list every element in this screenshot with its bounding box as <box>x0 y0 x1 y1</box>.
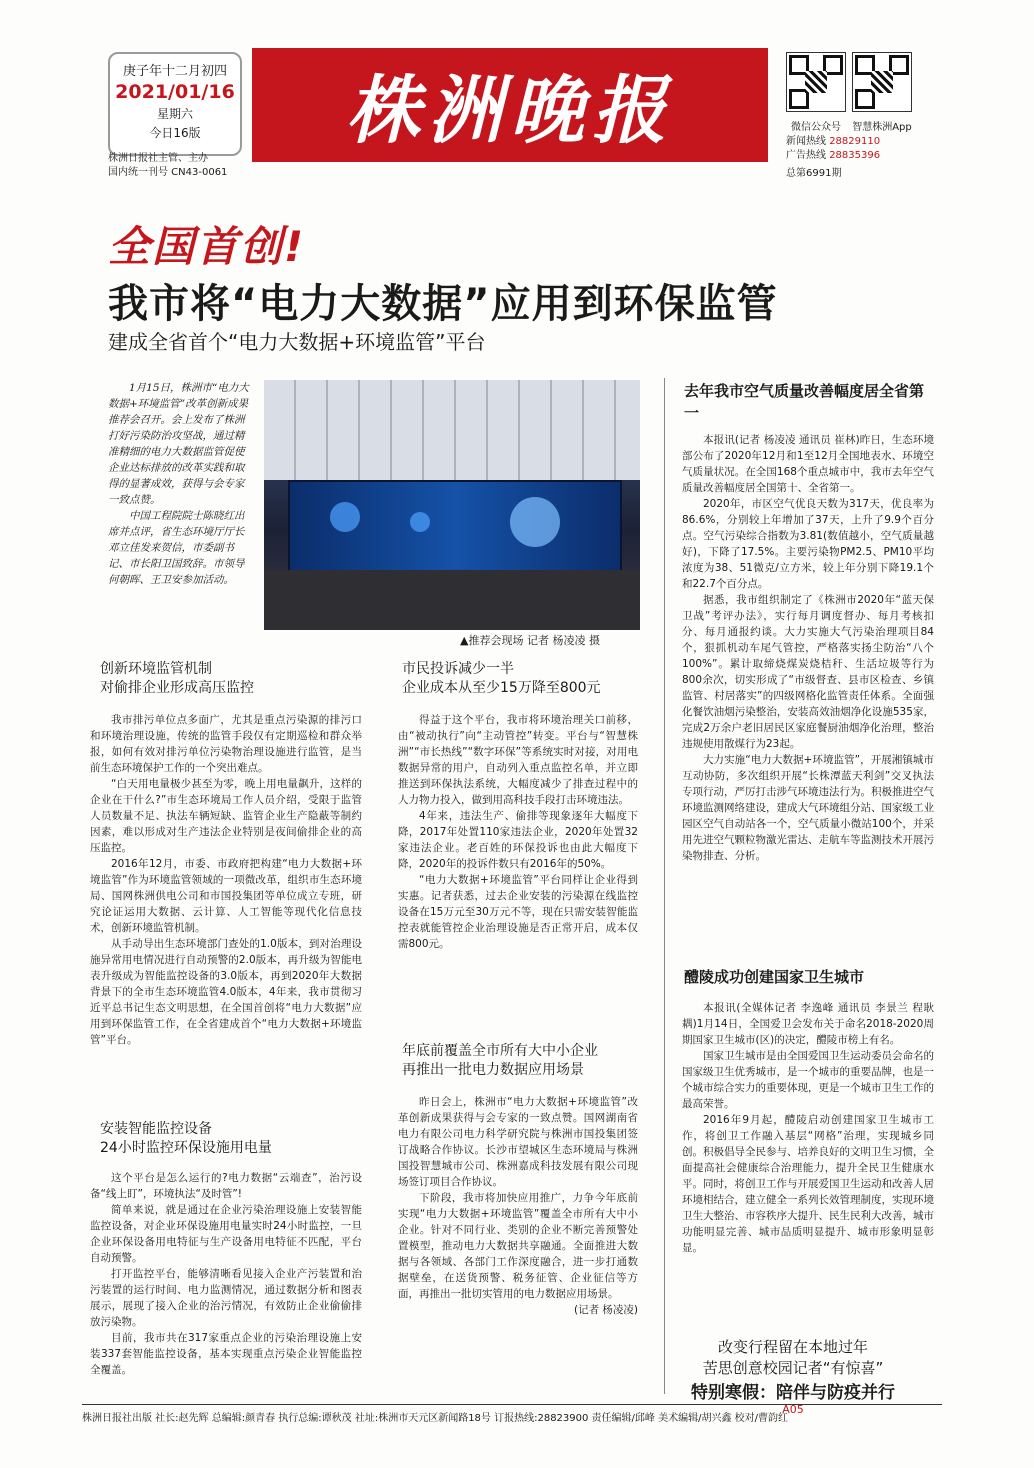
promo-page: A05 <box>782 1403 804 1416</box>
s2-paragraph: 打开监控平台，能够清晰看见接入企业产污装置和治污装置的运行时间、电力监测情况，通过数据分析和图表展示，展现了接入企业的治污情况，有效防止企业偷偷排放污染物。 <box>90 1268 362 1328</box>
qr-code-icon <box>852 52 912 112</box>
qr-code-icon <box>786 52 846 112</box>
publisher: 株洲日报社主管、主办 <box>108 153 208 164</box>
side-a2-title: 醴陵成功创建国家卫生城市 <box>684 968 865 986</box>
a2-paragraph: 国家卫生城市是由全国爱国卫生运动委员会命名的国家级卫生优秀城市，是一个城市的重要品牌，也是一个城市综合实力的重要体现，更是一个城市卫生工作的最高荣誉。 <box>682 1050 934 1110</box>
issue-date: 2021/01/16 <box>115 81 235 103</box>
s2-paragraph: 简单来说，就是通过在企业污染治理设施上安装智能监控设备，对企业环保设施用电量实时24小时监控，一旦企业环保设备用电特征与生产设备用电特征不匹配，平台自动预警。 <box>90 1204 362 1264</box>
s4-body <box>398 1094 638 1318</box>
a1-paragraph: 据悉，我市组织制定了《株洲市2020年“蓝天保卫战”考评办法》，实行每月调度督办、每月考核扣分、每月通报约谈。大力实施大气污染治理项目84个，狠抓机动车尾气管控，严格落实扬尘防治“八个100%”。累计取缔烧煤炭烧桔秆、生活垃圾等行为800余次，切实形成了“市级督查、县市区检查、乡镇监管、村居落实”的四级网格化监管责任体系。全面强化餐饮油烟污染整治，安装高效油烟净化设施535家，完成2万余户老旧居民区家庭餐厨油烟净化治理，整治违规使用散煤行为23起。 <box>682 594 934 750</box>
news-hotline: 28829110 <box>829 136 881 147</box>
a1-paragraph: 2020年，市区空气优良天数为317天，优良率为86.6%，分别较上年增加了37天，上升了9.9个百分点。空气污染综合指数为3.81(数值越小，空气质量越好)，下降了17.5%。主要污染物PM2.5、PM10平均浓度为38、51微克/立方米，较上年分别下降19.1个和22.7个百分点。 <box>682 498 934 590</box>
cn-number: 国内统一刊号 CN43-0061 <box>108 167 228 178</box>
photo-floor <box>264 570 640 630</box>
photo-ceiling <box>264 380 640 480</box>
lead-subhead: 建成全省首个“电力大数据+环境监管”平台 <box>108 330 486 354</box>
issue-number: 总第6991期 <box>786 168 842 179</box>
s1-paragraph: 2016年12月，市委、市政府把构建“电力大数据+环境监管”作为环境监管领域的一项微改革，组织市生态环境局、国网株洲供电公司和市国投集团等单位成立专班，研究论证运用大数据、云计算、人工智能等现代化信息技术，创新环境监管机制。 <box>90 858 362 934</box>
s1-paragraph: 从手动导出生态环境部门查处的1.0版本，到对治理设施异常用电情况进行自动预警的2.0版本，再升级为智能电表升级成为智能监控设备的3.0版本，再到2020年大数据背景下的全市生态环境监管4.0版本，4年来，我市贯彻习近平总书记生态文明思想，在全国首创将“电力大数据”应用到环保监管工作，在全省建成首个“电力大数据+环境监管”平台。 <box>90 938 362 1046</box>
s3-title <box>402 660 601 698</box>
s2-paragraph: 这个平台是怎么运行的?电力数据“云端查”，治污设备“线上盯”，环境执法“及时管”! <box>90 1172 362 1200</box>
s4-title-line1: 年底前覆盖全市所有大中小企业 <box>402 1043 598 1059</box>
lunar-date: 庚子年十二月初四 <box>122 64 227 79</box>
s2-title-line1: 安装智能监控设备 <box>100 1121 212 1137</box>
lead-headline: 我市将“电力大数据”应用到环保监管 <box>108 281 778 327</box>
promo-line1: 改变行程留在本地过年 <box>717 1338 868 1356</box>
s4-title <box>402 1042 598 1080</box>
s1-title <box>100 660 254 698</box>
byline: (记者 杨凌凌) <box>573 1304 638 1316</box>
date-box <box>108 52 242 156</box>
side-a2-body <box>682 1000 934 1256</box>
ad-hotline-label: 广告热线 <box>786 150 826 161</box>
s3-title-line1: 市民投诉减少一半 <box>402 661 514 677</box>
s4-paragraph: 下阶段，我市将加快应用推广，力争今年底前实现“电力大数据+环境监管”覆盖全市所有大中小企业。针对不同行业、类别的企业不断完善预警处置模型，推动电力大数据共享融通。全面推进大数据与各领域、各部门工作深度融合，进一步打通数据壁垒，在送货预警、税务征管、企业征信等方面，再推出一批切实管用的电力数据应用场景。 <box>398 1192 638 1300</box>
qr-app[interactable] <box>852 52 912 133</box>
promo-line3: 特别寒假：陪伴与防疫并行 <box>691 1383 895 1403</box>
weekday: 星期六 <box>156 107 193 121</box>
a2-paragraph: 2016年9月起，醴陵启动创建国家卫生城市工作，将创卫工作融入基层“网格”治理，实现城乡同创。积极倡导全民参与、培养良好的文明卫生习惯，全面提高社会健康综合治理能力，提升全民卫生健康水平。同时，将创卫工作与开展爱国卫生运动和改善人居环境相结合，建立健全一系列长效管理制度，实现环境卫生大整治、市容秩序大提升、民生民利大改善，城市功能明显完善、城市品质明显提升、城市形象明显彰显。 <box>682 1114 934 1254</box>
a1-paragraph: 本报讯(记者 杨凌凌 通讯员 崔林)昨日，生态环境部公布了2020年12月和1至12月全国地表水、环境空气质量状况。在全国168个重点城市中，我市去年空气质量改善幅度居全国第十、全省第一。 <box>682 434 934 494</box>
a1-paragraph: 大力实施“电力大数据+环境监管”，开展湘镇城市互动协防，多次组织开展“长株潭蓝天利剑”交叉执法专项行动，严厉打击涉气环境违法行为。积极推进空气环境监测网络建设，建成大气环境组分站、国家级工业园区空气自动站各一个，空气质量小微站100个，并采用先进空气颗粒物激光雷达、走航车等监测技术开展污染物排查、分析。 <box>682 754 934 862</box>
s3-paragraph: “电力大数据+环境监管”平台同样让企业得到实惠。记者获悉，过去企业安装的污染源在线监控设备在15万元至30万元不等，现在只需安装智能监控表就能管控企业治理设施是否正常开启，成本仅需800元。 <box>398 874 638 950</box>
s3-body <box>398 712 638 952</box>
qr-wechat-label: 微信公众号 <box>791 122 841 133</box>
s3-paragraph: 4年来，违法生产、偷排等现象逐年大幅度下降，2017年处置110家违法企业，2020年处置32家违法企业。老百姓的环保投诉也由此大幅度下降，2020年的投诉件数只有2016年的50%。 <box>398 810 638 870</box>
promo-line2: 苦思创意校园记者“有惊喜” <box>702 1359 884 1377</box>
s3-title-line2: 企业成本从至少15万降至800元 <box>402 680 601 696</box>
s1-body <box>90 712 362 1048</box>
a2-paragraph: 本报讯(全媒体记者 李逸峰 通讯员 李景兰 程耿耦)1月14日，全国爱卫会发布关于命名2018-2020周期国家卫生城市(区)的决定，醴陵市榜上有名。 <box>682 1002 934 1046</box>
s1-title-line1: 创新环境监管机制 <box>100 661 212 677</box>
lead-kicker: 全国首创! <box>108 222 306 271</box>
column-divider <box>664 378 665 1394</box>
ad-hotline: 28835396 <box>829 150 881 161</box>
masthead <box>252 48 768 162</box>
s2-title <box>100 1120 272 1158</box>
page-count: 今日16版 <box>149 126 201 140</box>
publisher-info <box>108 152 227 180</box>
lead-intro <box>108 380 254 588</box>
intro-paragraph: 中国工程院院士陈晓红出席并点评，省生态环境厅厅长邓立佳发来贺信，市委副书记、市长阳卫国致辞。市领导何朝晖、王卫安参加活动。 <box>108 510 245 586</box>
photo-screen <box>288 480 622 574</box>
masthead-title: 株洲晚报 <box>346 68 674 154</box>
s2-body <box>90 1170 362 1378</box>
s3-paragraph: 得益于这个平台，我市将环境治理关口前移，由“被动执行”向“主动管控”转变。平台与“智慧株洲”“市长热线”“数字环保”等系统实时对接，对用电数据异常的用户，自动列入重点监控名单，并立即推送到环保执法系统，大幅度减少了排查过程中的人力物力投入，做到用高科技手段打击环境违法。 <box>398 714 638 806</box>
s4-title-line2: 再推出一批电力数据应用场景 <box>402 1062 584 1078</box>
s4-paragraph: 昨日会上，株洲市“电力大数据+环境监管”改革创新成果获得与会专家的一致点赞。国网湖南省电力有限公司电力科学研究院与株洲市国投集团签订战略合作协议。长沙市望城区生态环境局与株洲国投智慧城市公司、株洲嘉成科技发展有限公司现场签订项目合作协议。 <box>398 1096 638 1188</box>
intro-paragraph: 1月15日，株洲市“电力大数据+环境监管”改革创新成果推荐会召开。会上发布了株洲打好污染防治攻坚战，通过精准精细的电力大数据监管促使企业达标排放的改革实践和取得的显著成效，获得与会专家一致点赞。 <box>108 382 249 506</box>
qr-app-label: 智慧株洲App <box>852 122 912 133</box>
qr-wechat[interactable] <box>786 52 846 133</box>
side-a1-title: 去年我市空气质量改善幅度居全省第一 <box>684 382 925 422</box>
s1-paragraph: “白天用电量极少甚至为零，晚上用电量飙升，这样的企业在干什么?”市生态环境局工作人员介绍，受限于监管人员数量不足、执法车辆短缺、监管企业生产隐蔽等制约因素，难以形成对生产违法企业特别是夜间偷排企业的高压监控。 <box>90 778 362 854</box>
news-hotline-label: 新闻热线 <box>786 136 826 147</box>
hotlines <box>786 135 880 181</box>
lead-photo <box>264 380 640 630</box>
s1-paragraph: 我市排污单位点多面广，尤其是重点污染源的排污口和环境治理设施，传统的监管手段仅有定期巡检和群众举报，如何有效对排污单位污染物治理设施进行监管，是当前生态环境保护工作的一个突出难点。 <box>90 714 362 774</box>
s2-title-line2: 24小时监控环保设施用电量 <box>100 1140 272 1156</box>
photo-caption: ▲推荐会现场 记者 杨凌凌 摄 <box>460 634 600 647</box>
side-a1-body <box>682 432 934 864</box>
footer: 株洲日报社出版 社长:赵先辉 总编辑:颜青春 执行总编:谭秋茂 社址:株洲市天元区新闻路18号 订报热线:28823900 责任编辑/邱峰 美术编辑/胡兴鑫 校对/曹韵红 <box>82 1404 942 1424</box>
s2-paragraph: 目前，我市共在317家重点企业的污染治理设施上安装337套智能监控设备，基本实现重点污染企业智能监控全覆盖。 <box>90 1332 362 1376</box>
s1-title-line2: 对偷排企业形成高压监控 <box>100 680 254 696</box>
